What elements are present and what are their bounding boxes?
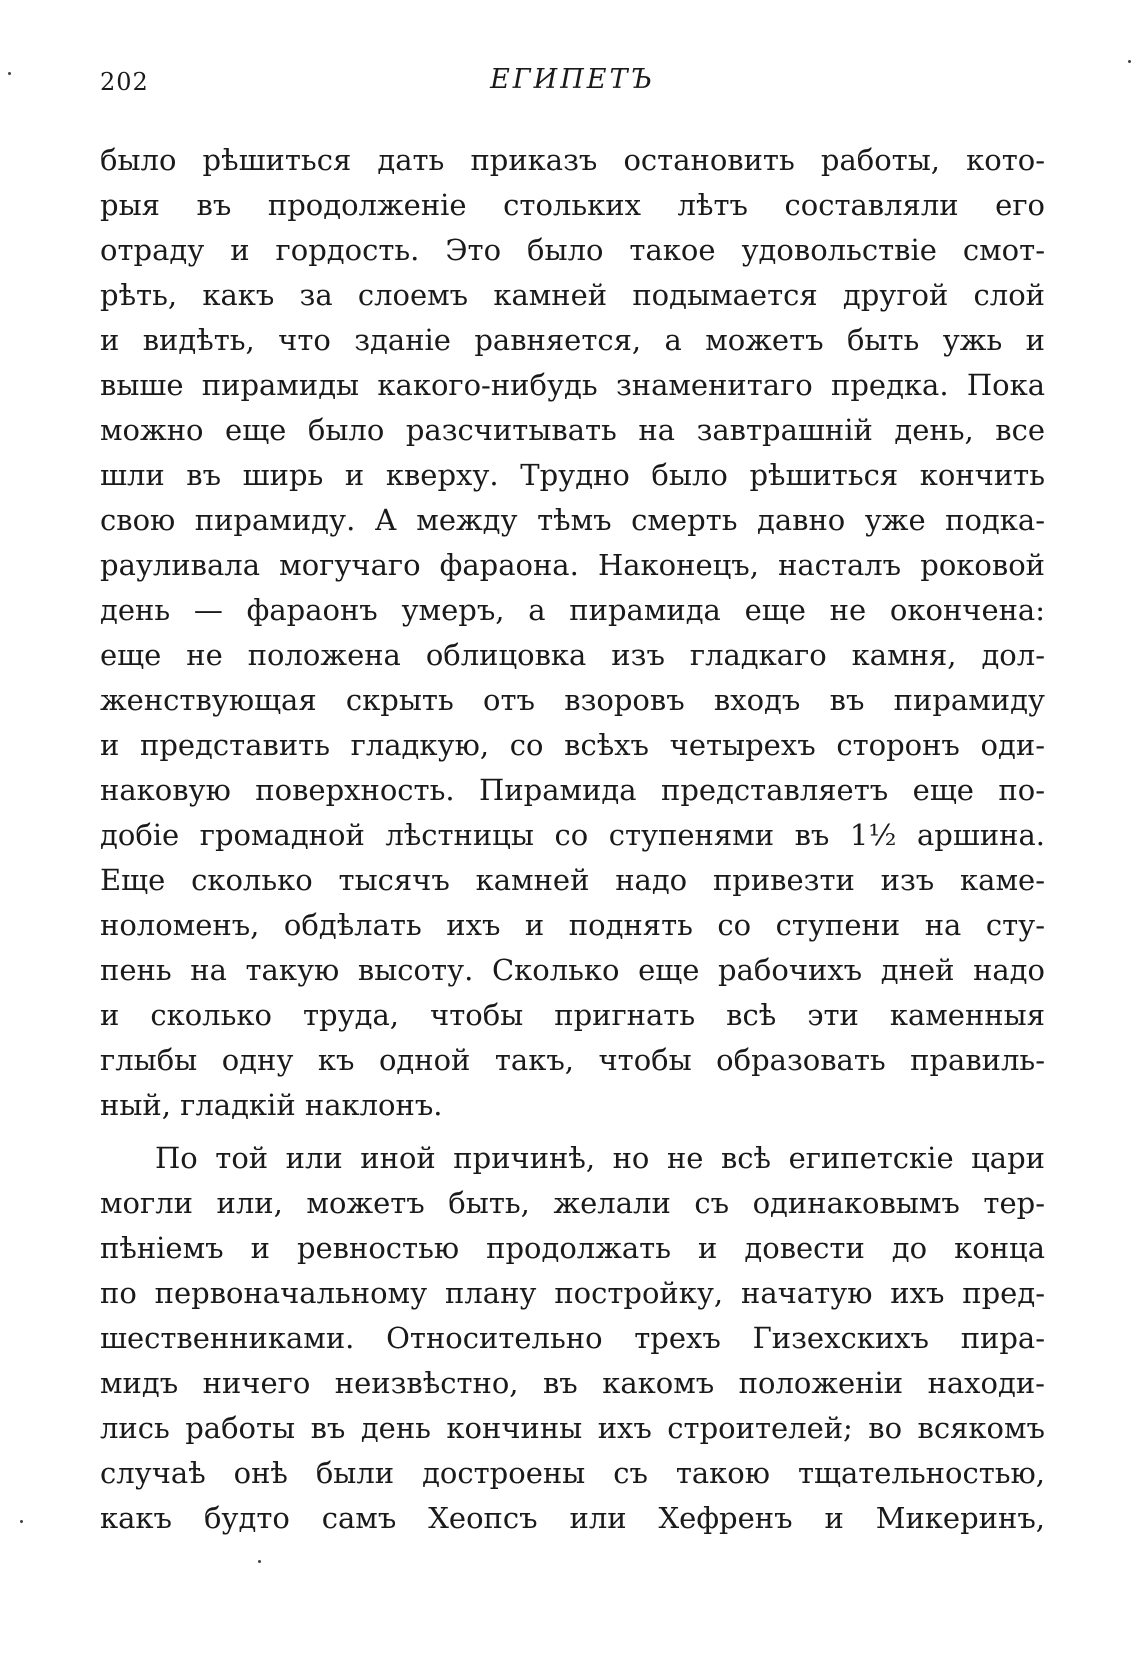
text-line: рыя въ продолженіе стольких лѣтъ составляли его [100, 188, 1045, 222]
text-line: ноломенъ, обдѣлать ихъ и поднять со ступени на сту- [100, 908, 1045, 942]
text-line: свою пирамиду. А между тѣмъ смерть давно уже подка- [100, 503, 1045, 537]
scan-speck [258, 1560, 261, 1563]
text-line: рауливала могучаго фараона. Наконецъ, насталъ роковой [100, 548, 1045, 582]
text-line: пѣніемъ и ревностью продолжать и довести до конца [100, 1231, 1045, 1265]
page-number: 202 [100, 68, 149, 96]
text-line: какъ будто самъ Хеопсъ или Хефренъ и Микеринъ, [100, 1501, 1045, 1535]
scan-speck [8, 72, 11, 75]
text-line: пень на такую высоту. Сколько еще рабочихъ дней надо [100, 953, 1045, 987]
text-line: и видѣть, что зданіе равняется, а можетъ быть ужь и [100, 323, 1045, 357]
text-line: по первоначальному плану постройку, начатую ихъ пред- [100, 1276, 1045, 1310]
text-line: глыбы одну къ одной такъ, чтобы образовать правиль- [100, 1043, 1045, 1077]
scan-speck [1128, 60, 1131, 63]
text-line: выше пирамиды какого-нибудь знаменитаго предка. Пока [100, 368, 1045, 402]
text-line: ный, гладкій наклонъ. [100, 1088, 443, 1122]
paragraph-gap [100, 1128, 1045, 1136]
text-line: добіе громадной лѣстницы со ступенями въ 1½ аршина. [100, 818, 1045, 852]
text-line: отраду и гордость. Это было такое удовольствіе смот- [100, 233, 1045, 267]
text-line: могли или, можетъ быть, желали съ одинаковымъ тер- [100, 1186, 1045, 1220]
text-line: было рѣшиться дать приказъ остановить работы, кото- [100, 143, 1045, 177]
text-line: шественниками. Относительно трехъ Гизехскихъ пира- [100, 1321, 1045, 1355]
scan-speck [20, 1520, 23, 1523]
body-text [100, 138, 1045, 1541]
paragraph-1 [100, 138, 1045, 1128]
text-line: рѣть, какъ за слоемъ камней подымается другой слой [100, 278, 1045, 312]
text-line: и сколько труда, чтобы пригнать всѣ эти каменныя [100, 998, 1045, 1032]
text-line: и представить гладкую, со всѣхъ четырехъ сторонъ оди- [100, 728, 1045, 762]
text-line: Еще сколько тысячъ камней надо привезти изъ каме- [100, 863, 1045, 897]
text-line: По той или иной причинѣ, но не всѣ египетскіе цари [155, 1141, 1045, 1175]
text-line: мидъ ничего неизвѣстно, въ какомъ положеніи находи- [100, 1366, 1045, 1400]
text-line: женствующая скрыть отъ взоровъ входъ въ пирамиду [100, 683, 1045, 717]
text-line: случаѣ онѣ были достроены съ такою тщательностью, [100, 1456, 1045, 1490]
text-line: еще не положена облицовка изъ гладкаго камня, дол- [100, 638, 1045, 672]
running-title: ЕГИПЕТЪ [490, 64, 655, 95]
text-line: день — фараонъ умеръ, а пирамида еще не окончена: [100, 593, 1045, 627]
running-head [100, 60, 1045, 100]
text-line: можно еще было разсчитывать на завтрашній день, все [100, 413, 1045, 447]
text-line: шли въ ширь и кверху. Трудно было рѣшиться кончить [100, 458, 1045, 492]
text-line: наковую поверхность. Пирамида представляетъ еще по- [100, 773, 1045, 807]
paragraph-2 [100, 1136, 1045, 1541]
text-line: лись работы въ день кончины ихъ строителей; во всякомъ [100, 1411, 1045, 1445]
